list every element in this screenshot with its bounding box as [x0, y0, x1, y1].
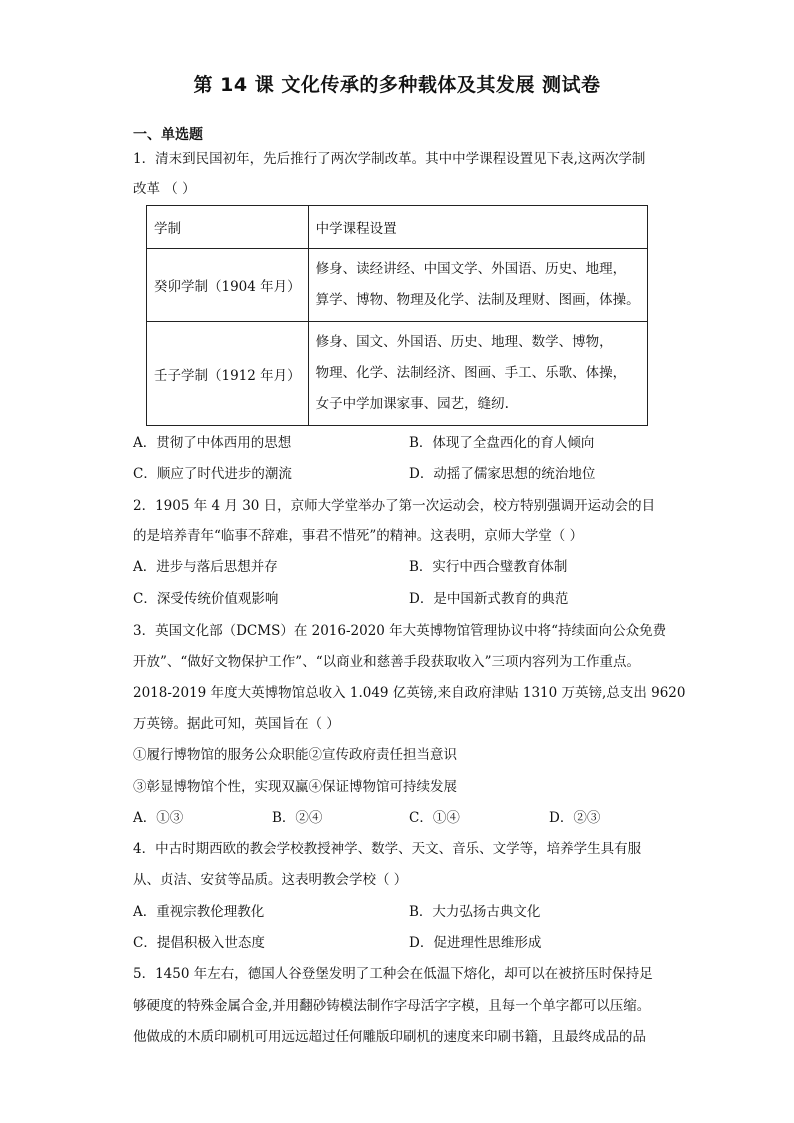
table-cell-courses	[308, 322, 647, 426]
q4-option-d[interactable]: D．促进理性思维形成	[409, 935, 542, 951]
course-line: 算学、博物、物理及化学、法制及理财、图画，体操。	[315, 292, 640, 308]
q3-stem-line: 2018-2019 年度大英博物馆总收入 1.049 亿英镑,来自政府津贴 1310 万英镑,总支出 9620	[133, 685, 686, 701]
course-line: 物理、化学、法制经济、图画、手工、乐歌、体操，	[315, 365, 627, 381]
q3-option-a[interactable]: A．①③	[133, 810, 184, 826]
table-cell-courses	[308, 249, 647, 322]
q3-option-c[interactable]: C．①④	[409, 810, 460, 826]
q3-option-b[interactable]: B．②④	[272, 810, 323, 826]
q1-stem-line: 1．清末到民国初年，先后推行了两次学制改革。其中中学课程设置见下表,这两次学制	[133, 151, 646, 167]
q2-option-d[interactable]: D．是中国新式教育的典范	[409, 591, 569, 607]
curriculum-table	[146, 205, 648, 426]
q1-stem-line: 改革 （ ）	[133, 181, 196, 197]
q3-statement-line: ③彰显博物馆个性，实现双赢④保证博物馆可持续发展	[133, 779, 457, 795]
table-row	[147, 322, 648, 426]
q2-option-c[interactable]: C．深受传统价值观影响	[133, 591, 279, 607]
q3-stem-line: 万英镑。据此可知，英国旨在（ ）	[133, 716, 340, 732]
table-header-cell: 中学课程设置	[308, 206, 647, 249]
q4-stem-line: 4．中古时期西欧的教会学校教授神学、数学、天文、音乐、文学等，培养学生具有服	[133, 841, 642, 857]
q1-option-c[interactable]: C．顺应了时代进步的潮流	[133, 466, 292, 482]
q4-stem-line: 从、贞洁、安贫等品质。这表明教会学校（ ）	[133, 872, 408, 888]
q4-option-a[interactable]: A．重视宗教伦理教化	[133, 904, 265, 920]
q5-stem-line: 5．1450 年左右，德国人谷登堡发明了工种会在低温下熔化，却可以在被挤压时保持足	[133, 966, 653, 982]
q3-option-d[interactable]: D．②③	[549, 810, 601, 826]
q5-stem-line: 他做成的木质印刷机可用远远超过任何雕版印刷机的速度来印刷书籍，且最终成品的品	[133, 1029, 646, 1045]
table-cell-system: 癸卯学制（1904 年月）	[147, 249, 309, 322]
course-line: 女子中学加课家事、园艺，缝纫.	[315, 396, 509, 412]
table-row	[147, 249, 648, 322]
q1-option-d[interactable]: D．动摇了儒家思想的统治地位	[409, 466, 596, 482]
q1-option-b[interactable]: B．体现了全盘西化的育人倾向	[409, 435, 595, 451]
q4-option-c[interactable]: C．提倡积极入世态度	[133, 935, 265, 951]
q2-option-b[interactable]: B．实行中西合璧教育体制	[409, 559, 568, 575]
q2-stem-line: 的是培养青年“临事不辞难，事君不惜死”的精神。这表明，京师大学堂（ ）	[133, 528, 584, 544]
table-cell-system: 壬子学制（1912 年月）	[147, 322, 309, 426]
table-header-cell: 学制	[147, 206, 309, 249]
course-line: 修身、国文、外国语、历史、地理、数学、博物，	[315, 334, 613, 350]
q3-stem-line: 3．英国文化部（DCMS）在 2016-2020 年大英博物馆管理协议中将“持续面向公众免费	[133, 623, 667, 639]
q3-statement-line: ①履行博物馆的服务公众职能②宣传政府责任担当意识	[133, 747, 457, 763]
table-header-row	[147, 206, 648, 249]
q2-stem-line: 2．1905 年 4 月 30 日，京师大学堂举办了第一次运动会，校方特别强调开运动会的目	[133, 498, 656, 514]
course-line: 修身、读经讲经、中国文学、外国语、历史、地理，	[315, 261, 627, 277]
q1-option-a[interactable]: A．贯彻了中体西用的思想	[133, 435, 292, 451]
q5-stem-line: 够硬度的特殊金属合金,并用翻砂铸模法制作字母活字字模，且每一个单字都可以压缩。	[133, 998, 651, 1014]
page-title: 第 14 课 文化传承的多种载体及其发展 测试卷	[193, 74, 601, 96]
q3-stem-line: 开放”、“做好文物保护工作”、“以商业和慈善手段获取收入”三项内容列为工作重点。	[133, 654, 641, 670]
section-heading: 一、单选题	[133, 127, 203, 143]
q2-option-a[interactable]: A．进步与落后思想并存	[133, 559, 278, 575]
q4-option-b[interactable]: B．大力弘扬古典文化	[409, 904, 541, 920]
